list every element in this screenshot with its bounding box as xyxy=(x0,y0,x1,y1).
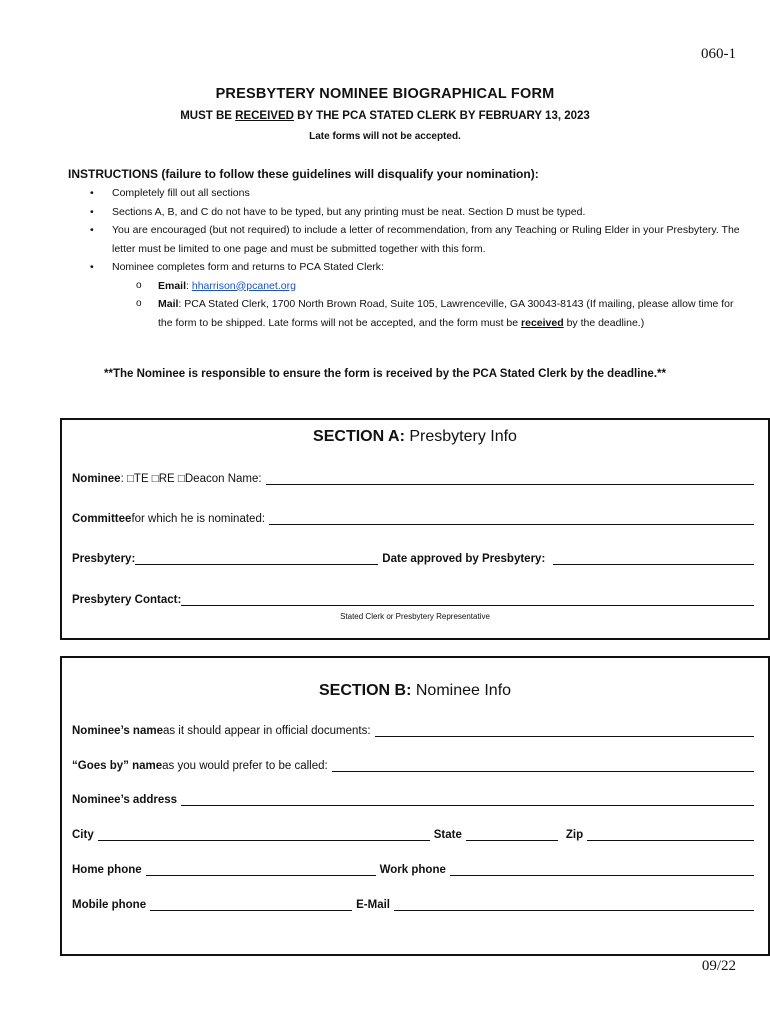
goes-by-rest: as you would prefer to be called: xyxy=(162,760,328,772)
city-field[interactable] xyxy=(98,828,430,841)
email-field-label: E-Mail xyxy=(356,899,390,911)
instruction-text: You are encouraged (but not required) to include a letter of recommendation, from any Teaching or Ruling Elder in your Presbytery. The letter must be limited to one page and must be submitted together with this form. xyxy=(112,224,740,255)
section-b-title xyxy=(62,682,768,700)
bullet-icon: • xyxy=(90,187,94,199)
mail-item xyxy=(136,295,740,332)
nominee-name-row xyxy=(72,724,758,737)
nominee-name-label: Nominee’s name xyxy=(72,725,163,737)
section-a-box xyxy=(60,418,770,640)
list-item xyxy=(90,184,740,203)
section-b-name: Nominee Info xyxy=(411,682,512,699)
subtitle-received: RECEIVED xyxy=(235,110,294,122)
nominee-official-name-field[interactable] xyxy=(375,724,754,737)
address-label: Nominee’s address xyxy=(72,794,178,806)
date-approved-label: Date approved by Presbytery: xyxy=(382,553,546,565)
nominee-name-rest: as it should appear in official documents: xyxy=(162,725,371,737)
mail-label: Mail xyxy=(158,298,179,310)
committee-label: Committee xyxy=(72,513,132,525)
mobile-phone-field[interactable] xyxy=(150,898,352,911)
contact-field[interactable] xyxy=(181,593,754,606)
committee-row xyxy=(72,512,758,525)
bullet-icon: • xyxy=(90,205,94,218)
nominee-options[interactable]: : □TE □RE □Deacon Name: xyxy=(120,473,262,485)
instructions-list xyxy=(90,184,740,332)
state-label: State xyxy=(433,829,462,841)
mobile-row xyxy=(72,898,758,911)
subtitle-post: BY THE PCA STATED CLERK BY FEBRUARY 13, 2023 xyxy=(293,110,590,122)
contact-label: Presbytery Contact: xyxy=(72,594,182,606)
instruction-text: Sections A, B, and C do not have to be typed, but any printing must be neat. Section D must be typed. xyxy=(112,205,586,218)
instruction-text: Completely fill out all sections xyxy=(112,187,250,199)
work-phone-field[interactable] xyxy=(450,863,754,876)
deadline-subtitle xyxy=(0,110,770,122)
email-item: o Email: hharrison@pcanet.org xyxy=(136,277,740,296)
section-a-title xyxy=(62,428,768,446)
list-item xyxy=(90,258,740,332)
nominee-row xyxy=(72,472,758,485)
contact-row xyxy=(72,593,758,606)
work-phone-label: Work phone xyxy=(379,864,446,876)
state-field[interactable] xyxy=(466,828,558,841)
zip-field[interactable] xyxy=(587,828,754,841)
form-title: PRESBYTERY NOMINEE BIOGRAPHICAL FORM xyxy=(215,86,555,102)
bullet-icon: • xyxy=(90,224,94,236)
email-field[interactable] xyxy=(394,898,754,911)
bullet-icon: • xyxy=(90,261,94,273)
form-number: 060-1 xyxy=(701,46,736,62)
goes-by-field[interactable] xyxy=(332,759,754,772)
email-label: Email xyxy=(158,279,187,292)
instruction-text: Nominee completes form and returns to PCA Stated Clerk: xyxy=(112,261,384,273)
circle-bullet-icon: o xyxy=(136,279,142,291)
contact-methods xyxy=(112,277,740,333)
mail-text-end: by the deadline.) xyxy=(563,316,645,329)
address-field[interactable] xyxy=(181,793,754,806)
presbytery-field[interactable] xyxy=(135,552,378,565)
instructions-heading: INSTRUCTIONS (failure to follow these guidelines will disqualify your nomination): xyxy=(68,167,539,181)
mail-received: received xyxy=(521,316,564,329)
section-b-box xyxy=(60,656,770,956)
subtitle-pre: MUST BE xyxy=(180,110,236,122)
list-item xyxy=(90,203,740,222)
address-row xyxy=(72,793,758,806)
nominee-label: Nominee xyxy=(72,473,121,485)
committee-field[interactable] xyxy=(269,512,754,525)
section-b-label: SECTION B: xyxy=(318,682,412,699)
goes-by-row xyxy=(72,759,758,772)
late-note: Late forms will not be accepted. xyxy=(309,131,461,142)
home-phone-field[interactable] xyxy=(146,863,376,876)
city-row xyxy=(72,828,758,841)
presbytery-row xyxy=(72,552,758,565)
section-a-name: Presbytery Info xyxy=(404,428,517,445)
date-approved-field[interactable] xyxy=(553,552,754,565)
circle-bullet-icon: o xyxy=(136,298,142,309)
phone-row xyxy=(72,863,758,876)
email-link[interactable]: hharrison@pcanet.org xyxy=(191,279,296,292)
zip-label: Zip xyxy=(565,829,584,841)
mobile-phone-label: Mobile phone xyxy=(72,899,147,911)
contact-caption: Stated Clerk or Presbytery Representative xyxy=(340,612,490,621)
list-item xyxy=(90,221,740,258)
responsibility-notice: **The Nominee is responsible to ensure the form is received by the PCA Stated Clerk by the deadline.** xyxy=(104,368,666,380)
mail-text: : PCA Stated Clerk, 1700 North Brown Road, Suite 105, Lawrenceville, GA 30043-8143 (If mailing, please allow time for the form to be shipped. Late forms will not be accepted, and the form must be xyxy=(158,298,734,329)
goes-by-label: “Goes by” name xyxy=(72,760,163,772)
presbytery-label: Presbytery: xyxy=(72,553,136,565)
nominee-name-field[interactable] xyxy=(266,472,754,485)
committee-rest: for which he is nominated: xyxy=(131,513,266,525)
section-a-label: SECTION A: xyxy=(313,428,405,445)
revision-date: 09/22 xyxy=(701,958,736,974)
home-phone-label: Home phone xyxy=(72,864,142,876)
city-label: City xyxy=(72,829,94,841)
